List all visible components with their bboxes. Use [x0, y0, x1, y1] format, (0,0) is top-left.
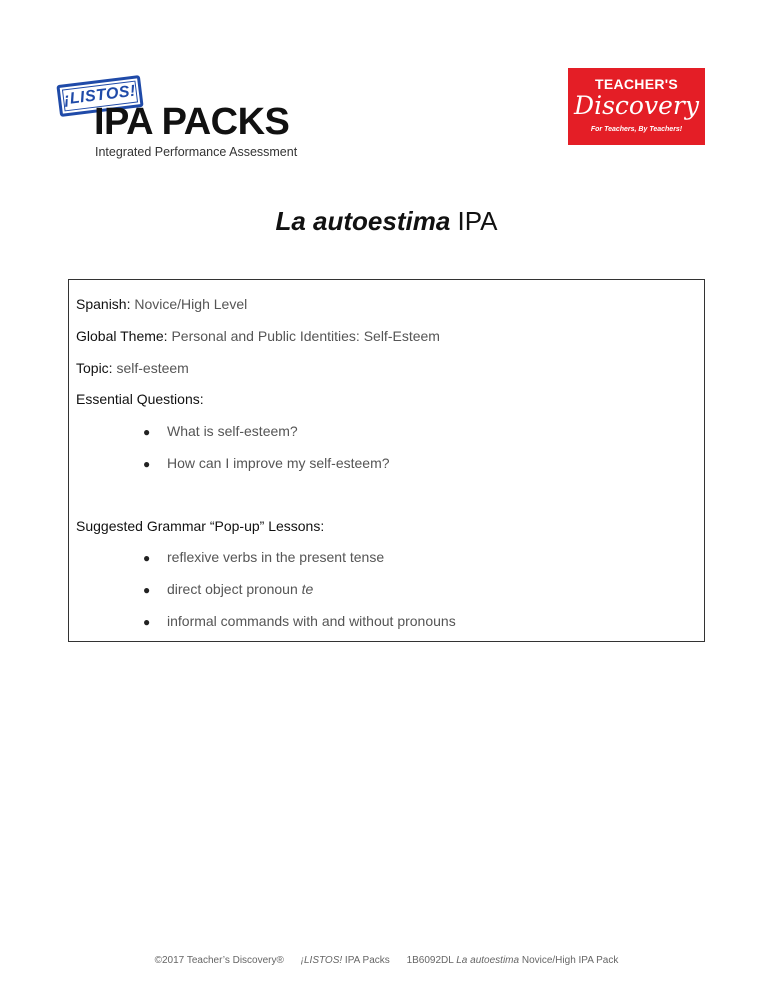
logo-line1: TEACHER'S: [594, 76, 679, 92]
bullet-icon: ●: [143, 425, 151, 439]
spanish-value: Novice/High Level: [134, 296, 248, 312]
teachers-discovery-logo: [568, 68, 705, 145]
list-item: [143, 549, 384, 565]
list-item: [143, 423, 298, 439]
grammar-item-1: reflexive verbs in the present tense: [167, 549, 385, 565]
topic-line: [76, 360, 189, 376]
bullet-icon: ●: [143, 615, 151, 629]
grammar-item-2: direct object pronoun: [167, 581, 302, 597]
footer-code: [407, 955, 619, 966]
info-box: [68, 279, 705, 642]
footer-pack-rest: IPA Packs: [342, 955, 390, 966]
document-title: [0, 206, 773, 237]
topic-label: Topic:: [76, 360, 113, 376]
list-item: [143, 581, 313, 597]
question-1: What is self-esteem?: [167, 423, 298, 439]
page-footer: [0, 955, 773, 966]
bullet-icon: ●: [143, 551, 151, 565]
spanish-label: Spanish:: [76, 296, 131, 312]
grammar-label: Suggested Grammar “Pop-up” Lessons:: [76, 518, 325, 534]
title-italic: La autoestima: [275, 206, 451, 236]
list-item: [143, 455, 390, 471]
question-2: How can I improve my self-esteem?: [167, 455, 390, 471]
questions-heading: [76, 391, 204, 407]
logo-tagline: For Teachers, By Teachers!: [590, 126, 683, 133]
theme-label: Global Theme:: [76, 328, 168, 344]
stamp-text: ¡LISTOS!: [62, 81, 138, 112]
logo-line2: Discovery: [574, 91, 699, 120]
theme-line: [76, 328, 440, 344]
footer-pack-italic: ¡LISTOS!: [300, 955, 343, 966]
title-rest: IPA: [450, 206, 498, 236]
footer-code-number: 1B6092DL: [406, 955, 457, 966]
ipa-packs-title: IPA PACKS: [94, 101, 290, 143]
bullet-icon: ●: [143, 457, 151, 471]
grammar-item-3: informal commands with and without pronouns: [167, 613, 456, 629]
grammar-heading: [76, 518, 324, 534]
bullet-icon: ●: [143, 583, 151, 597]
theme-value: Personal and Public Identities: Self-Esteem: [171, 328, 440, 344]
questions-label: Essential Questions:: [76, 391, 204, 407]
ipa-packs-subtitle: Integrated Performance Assessment: [95, 145, 298, 159]
footer-code-italic: La autoestima: [456, 955, 520, 966]
footer-pack: [301, 955, 390, 966]
topic-value: self-esteem: [116, 360, 189, 376]
spanish-line: [76, 296, 247, 312]
list-item: [143, 613, 456, 629]
grammar-item-2-italic: te: [301, 581, 314, 597]
footer-code-rest: Novice/High IPA Pack: [519, 955, 619, 966]
footer-copyright: ©2017 Teacher’s Discovery®: [154, 955, 284, 966]
